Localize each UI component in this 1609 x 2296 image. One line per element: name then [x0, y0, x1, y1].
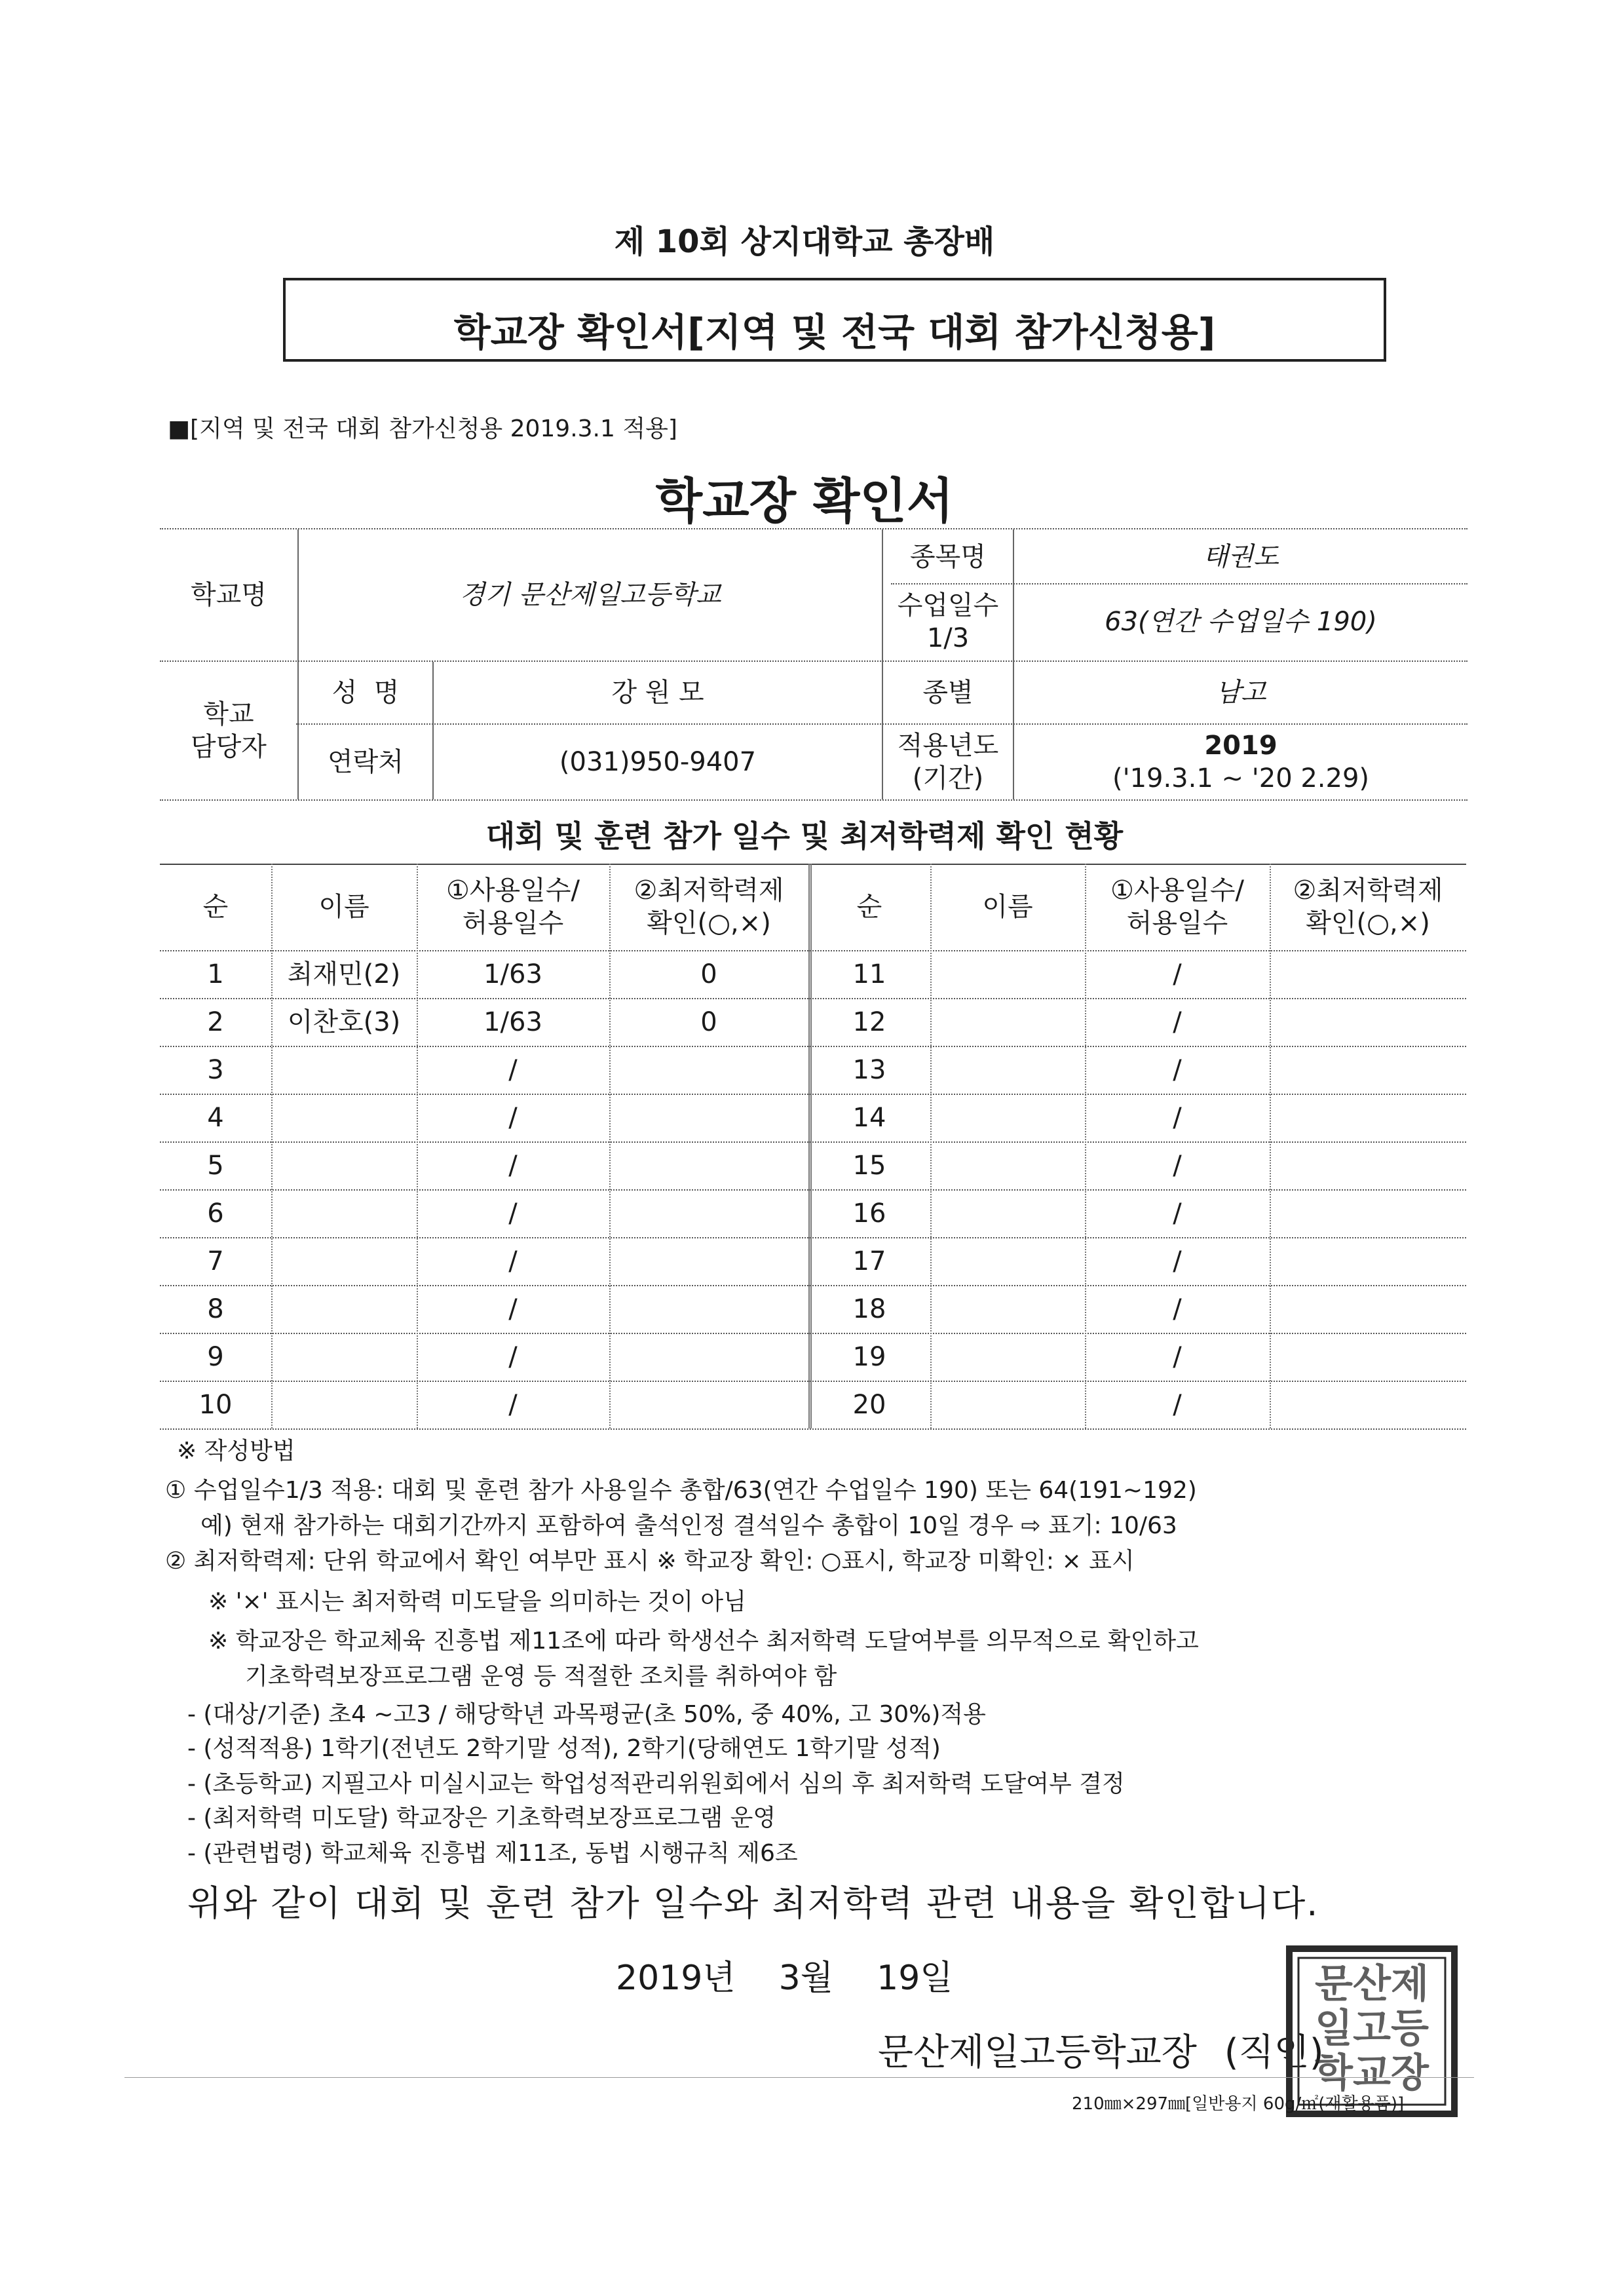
table-cell-no: 5 [207, 1150, 224, 1181]
header-name [930, 865, 1085, 949]
table-cell-days: 1/63 [483, 1006, 542, 1037]
table-cell-no: 15 [852, 1150, 886, 1181]
table-cell-check [609, 1191, 808, 1236]
table-cell-check [1270, 1047, 1466, 1092]
classdays-value: 63(연간 수업일수 190) [1105, 607, 1377, 637]
header-check-line1: ②최저학력제 [1293, 875, 1443, 906]
category-value: 남고 [1215, 678, 1266, 708]
issue-date: 2019년 3월 19일 [616, 1959, 953, 1998]
manager-label [160, 662, 297, 799]
table-cell-days: / [508, 1150, 518, 1181]
header-check-line2: 확인(○,×) [647, 908, 771, 938]
table-cell-name [930, 1143, 1085, 1188]
main-title: 학교장 확인서[지역 및 전국 대회 참가신청용] [453, 310, 1216, 354]
manager-label-line2: 담당자 [191, 732, 267, 762]
table-cell-name [271, 1191, 417, 1236]
signer [878, 2023, 1324, 2076]
header-days-line1: ①사용일수/ [446, 875, 580, 906]
section-title: 대회 및 훈련 참가 일수 및 최저학력제 확인 현황 [485, 818, 1124, 854]
svg-text:제: 제 [1391, 1961, 1429, 2007]
table-cell-name [271, 1382, 417, 1427]
table-cell-days: / [508, 1102, 518, 1133]
instruction-line: - (최저학력 미도달) 학교장은 기초학력보장프로그램 운영 [187, 1805, 776, 1831]
table-cell-check [1270, 1382, 1466, 1427]
event-title: 제 10회 상지대학교 총장배 [614, 223, 995, 260]
instruction-line: 예) 현재 참가하는 대회기간까지 포함하여 출석인정 결석일수 총합이 10일 경우 ⇨ 표기: 10/63 [200, 1512, 1177, 1539]
table-cell-name [930, 1286, 1085, 1331]
table-cell-no: 14 [852, 1102, 886, 1133]
table-cell-days: / [1173, 1150, 1182, 1181]
table-cell-no: 1 [207, 959, 224, 989]
instruction-line: ① 수업일수1/3 적용: 대회 및 훈련 참가 사용일수 총합/63(연간 수업일수 190) 또는 64(191~192) [165, 1477, 1197, 1504]
year-value [1014, 725, 1467, 799]
header-days [1085, 865, 1270, 949]
table-cell-check [609, 1047, 808, 1092]
table-cell-days: / [508, 1341, 518, 1372]
school-value: 경기 문산제일고등학교 [459, 580, 721, 610]
table-cell-check [1270, 1191, 1466, 1236]
year-label-line2: (기간) [912, 763, 984, 794]
table-cell-check [1270, 1095, 1466, 1140]
instruction-line: ※ '×' 표시는 최저학력 미도달을 의미하는 것이 아님 [208, 1588, 746, 1615]
name-value: 강 원 모 [611, 678, 704, 708]
table-cell-check [1270, 1286, 1466, 1331]
table-cell-days: / [1173, 1246, 1182, 1276]
confirm-statement: 위와 같이 대회 및 훈련 참가 일수와 최저학력 관련 내용을 확인합니다. [187, 1883, 1319, 1924]
table-cell-no: 18 [852, 1293, 886, 1324]
contact-label: 연락처 [328, 747, 404, 777]
contact-value: (031)950-9407 [559, 747, 757, 777]
header-name-text: 이름 [982, 892, 1033, 922]
svg-text:일: 일 [1315, 2006, 1353, 2052]
main-title-box [283, 278, 1386, 362]
table-cell-days: / [1173, 1293, 1182, 1324]
table-cell-no: 8 [207, 1293, 224, 1324]
header-days-line1: ①사용일수/ [1110, 875, 1244, 906]
table-cell-name [271, 1095, 417, 1140]
table-cell-check [609, 1095, 808, 1140]
table-cell-check [1270, 1238, 1466, 1284]
svg-text:문: 문 [1315, 1961, 1353, 2007]
table-cell-days: / [1173, 1341, 1182, 1372]
header-check [1270, 865, 1466, 949]
table-cell-check [1270, 1143, 1466, 1188]
instruction-line: ② 최저학력제: 단위 학교에서 확인 여부만 표시 ※ 학교장 확인: ○표시, 학교장 미확인: × 표시 [165, 1548, 1135, 1575]
table-cell-name [930, 1191, 1085, 1236]
table-cell-no: 12 [852, 1006, 886, 1037]
instruction-line: - (대상/기준) 초4 ~고3 / 해당학년 과목평균(초 50%, 중 40%, 고 30%)적용 [187, 1701, 986, 1728]
table-cell-no: 10 [199, 1389, 233, 1420]
table-cell-name: 최재민(2) [287, 959, 401, 989]
table-cell-check [609, 1238, 808, 1284]
table-cell-name [930, 1095, 1085, 1140]
header-no-text: 순 [202, 892, 229, 922]
instruction-line: - (관련법령) 학교체육 진흥법 제11조, 동법 시행규칙 제6조 [187, 1840, 798, 1867]
table-row-rule [160, 1428, 1466, 1430]
table-cell-no: 16 [852, 1198, 886, 1229]
table-cell-days: / [1173, 959, 1182, 989]
table-cell-name [271, 1238, 417, 1284]
seal-label: (직인) [1224, 2031, 1324, 2074]
table-cell-days: / [1173, 1006, 1182, 1037]
table-cell-name [930, 1334, 1085, 1379]
header-days-line2: 허용일수 [1126, 908, 1228, 938]
instruction-line: - (성적적용) 1학기(전년도 2학기말 성적), 2학기(당해연도 1학기말 성적) [187, 1735, 941, 1762]
year-value-line1: 2019 [1204, 731, 1278, 761]
table-cell-no: 11 [852, 959, 886, 989]
table-cell-no: 7 [207, 1246, 224, 1276]
sport-value: 태권도 [1203, 542, 1279, 572]
header-days [417, 865, 609, 949]
table-cell-check [609, 1143, 808, 1188]
svg-text:학: 학 [1315, 2050, 1353, 2096]
table-cell-no: 13 [852, 1054, 886, 1085]
table-cell-name [271, 1334, 417, 1379]
form-title: 학교장 확인서 [655, 473, 954, 529]
form-note: ■[지역 및 전국 대회 참가신청용 2019.3.1 적용] [168, 415, 677, 442]
table-cell-check [1270, 1334, 1466, 1379]
table-cell-name [930, 951, 1085, 997]
category-label: 종별 [922, 678, 974, 708]
table-cell-no: 9 [207, 1341, 224, 1372]
table-cell-name: 이찬호(3) [287, 1006, 401, 1037]
table-cell-name [271, 1047, 417, 1092]
table-cell-check: 0 [700, 1006, 717, 1037]
table-cell-days: 1/63 [483, 959, 542, 989]
table-cell-check: 0 [700, 959, 717, 989]
instruction-line: 기초학력보장프로그램 운영 등 적절한 조치를 취하여야 함 [245, 1663, 837, 1690]
classdays-label-line2: 1/3 [926, 623, 970, 653]
table-cell-name [930, 1238, 1085, 1284]
name-label: 성 명 [331, 678, 400, 708]
sport-label: 종목명 [910, 542, 986, 572]
header-no [808, 865, 930, 949]
table-cell-name [271, 1286, 417, 1331]
table-cell-name [930, 1382, 1085, 1427]
header-no-text: 순 [856, 892, 882, 922]
table-cell-days: / [1173, 1102, 1182, 1133]
school-label: 학교명 [191, 580, 267, 610]
table-cell-days: / [1173, 1389, 1182, 1420]
table-cell-no: 17 [852, 1246, 886, 1276]
table-cell-no: 20 [852, 1389, 886, 1420]
header-check-line2: 확인(○,×) [1306, 908, 1430, 938]
table-cell-no: 3 [207, 1054, 224, 1085]
year-label [883, 725, 1013, 799]
table-cell-name [930, 999, 1085, 1044]
table-cell-check [1270, 999, 1466, 1044]
header-name-text: 이름 [318, 892, 369, 922]
table-cell-no: 4 [207, 1102, 224, 1133]
manager-label-line1: 학교 [203, 699, 254, 729]
year-value-line2: ('19.3.1 ~ '20 2.29) [1112, 763, 1370, 794]
classdays-label-line1: 수업일수 [897, 590, 999, 621]
header-check-line1: ②최저학력제 [634, 875, 784, 906]
table-cell-check [1270, 951, 1466, 997]
header-no [160, 865, 271, 949]
table-cell-name [930, 1047, 1085, 1092]
table-cell-days: / [1173, 1198, 1182, 1229]
svg-text:교: 교 [1353, 2050, 1391, 2096]
header-check [609, 865, 808, 949]
instruction-line: - (초등학교) 지필고사 미실시교는 학업성적관리위원회에서 심의 후 최저학력 도달여부 결정 [187, 1770, 1125, 1797]
svg-text:산: 산 [1353, 1961, 1391, 2007]
instruction-line: ※ 학교장은 학교체육 진흥법 제11조에 따라 학생선수 최저학력 도달여부를 의무적으로 확인하고 [208, 1628, 1199, 1655]
classdays-label [883, 584, 1013, 659]
header-days-line2: 허용일수 [462, 908, 564, 938]
table-cell-days: / [508, 1293, 518, 1324]
svg-text:고: 고 [1353, 2006, 1391, 2052]
instruction-line: ※ 작성방법 [177, 1438, 295, 1464]
table-cell-days: / [508, 1389, 518, 1420]
table-cell-days: / [508, 1198, 518, 1229]
table-cell-check [609, 1286, 808, 1331]
header-name [271, 865, 417, 949]
signer-title: 문산제일고등학교장 [878, 2031, 1197, 2074]
table-cell-days: / [508, 1246, 518, 1276]
table-cell-no: 2 [207, 1006, 224, 1037]
svg-text:등: 등 [1391, 2006, 1429, 2052]
table-cell-check [609, 1334, 808, 1379]
table-cell-check [609, 1382, 808, 1427]
table-cell-no: 19 [852, 1341, 886, 1372]
table-cell-days: / [508, 1054, 518, 1085]
paper-spec-footer: 210㎜×297㎜[일반용지 60g/㎡(재활용품)] [1072, 2094, 1405, 2114]
svg-text:장: 장 [1391, 2050, 1429, 2096]
table-cell-no: 6 [207, 1198, 224, 1229]
year-label-line1: 적용년도 [897, 731, 999, 761]
table-cell-days: / [1173, 1054, 1182, 1085]
table-cell-name [271, 1143, 417, 1188]
